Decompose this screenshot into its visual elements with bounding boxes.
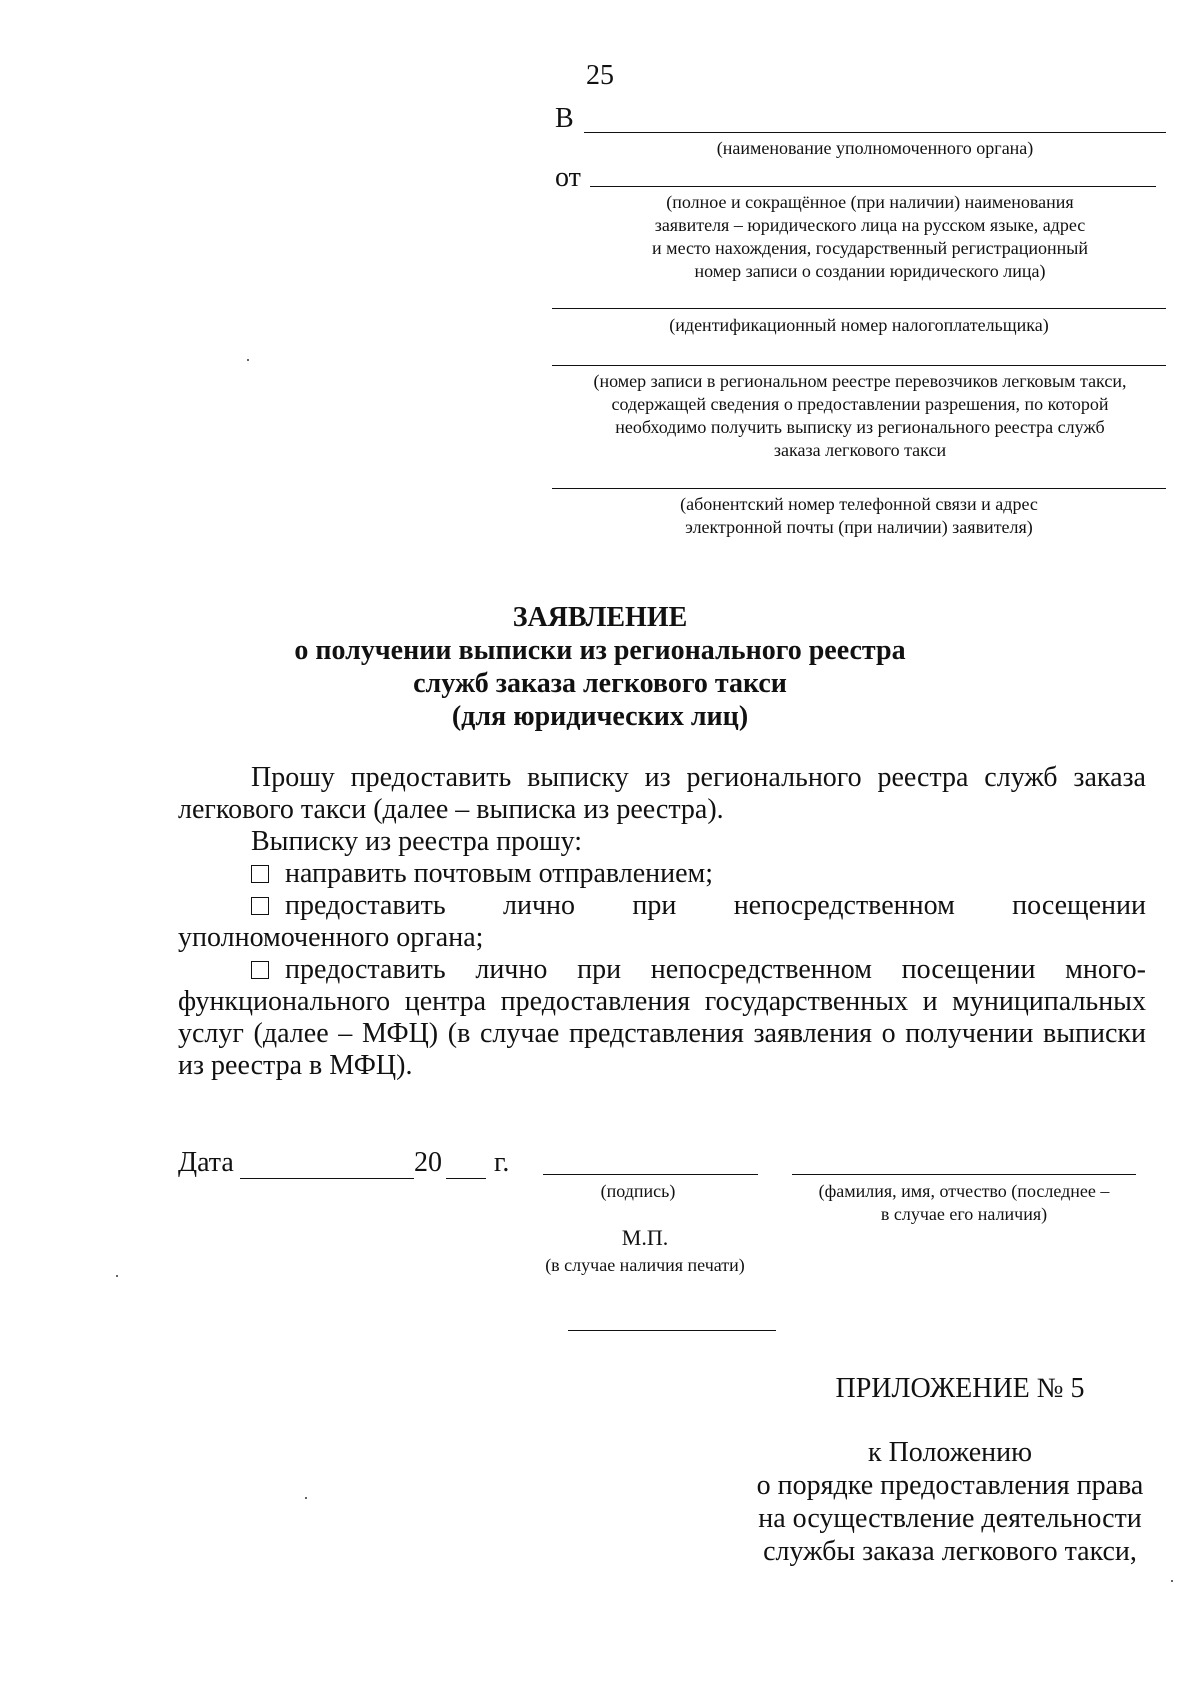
appendix-line: о порядке предоставления права — [756, 1470, 1144, 1501]
scan-speck — [1171, 1580, 1173, 1582]
contact-caption-line: электронной почты (при наличии) заявителя) — [685, 517, 1033, 537]
scan-speck — [305, 1497, 307, 1499]
appendix-line: службы заказа легкового такси, — [763, 1536, 1137, 1567]
from-caption — [560, 191, 1180, 283]
from-caption-line: (полное и сокращённое (при наличии) наименования — [666, 192, 1074, 212]
appendix-line: к Положению — [867, 1437, 1033, 1468]
option-label: предоставить лично при непосредственном посещении много- — [285, 954, 1146, 985]
title-line: служб заказа легкового такси — [413, 668, 787, 699]
contact-field-line[interactable] — [552, 488, 1166, 489]
document-title — [0, 601, 1200, 733]
stamp-caption: (в случае наличия печати) — [545, 1255, 745, 1275]
checkbox[interactable] — [251, 897, 269, 915]
delivery-option-mfc[interactable] — [178, 954, 1146, 986]
option-label: направить почтовым отправлением; — [285, 858, 714, 889]
from-field-line[interactable] — [590, 186, 1156, 187]
scan-speck — [247, 359, 249, 361]
appendix-reference — [740, 1436, 1160, 1568]
body-line: Выписку из реестра прошу: — [251, 826, 583, 857]
date-label: Дата — [178, 1147, 234, 1178]
from-caption-line: и место нахождения, государственный регистрационный — [652, 238, 1088, 258]
to-prefix: В — [555, 103, 574, 134]
checkbox[interactable] — [251, 865, 269, 883]
stamp-label: М.П. — [621, 1225, 669, 1250]
separator-rule — [568, 1330, 776, 1331]
appendix-heading: ПРИЛОЖЕНИЕ № 5 — [835, 1373, 1085, 1404]
signature-field-line[interactable] — [543, 1174, 758, 1175]
name-field-line[interactable] — [792, 1174, 1136, 1175]
title-line: о получении выписки из регионального реестра — [294, 635, 906, 666]
appendix-line: на осуществление деятельности — [758, 1503, 1142, 1534]
title-line: ЗАЯВЛЕНИЕ — [512, 602, 688, 633]
date-field-line[interactable] — [240, 1178, 414, 1179]
from-caption-line: номер записи о создании юридического лица) — [694, 261, 1046, 281]
name-caption-line: в случае его наличия) — [880, 1204, 1048, 1224]
option-label: предоставить лично при непосредственном посещении — [285, 890, 1146, 921]
registry-field-line[interactable] — [552, 365, 1166, 366]
title-line: (для юридических лиц) — [451, 701, 749, 732]
registry-caption-line: (номер записи в региональном реестре перевозчиков легковым такси, — [593, 371, 1127, 391]
body-line: Прошу предоставить выписку из регионального реестра служб заказа — [251, 762, 1146, 793]
checkbox[interactable] — [251, 961, 269, 979]
from-caption-line: заявителя – юридического лица на русском языке, адрес — [654, 215, 1086, 235]
registry-caption-line: заказа легкового такси — [773, 440, 947, 460]
registry-caption-line: содержащей сведения о предоставлении разрешения, по которой — [611, 394, 1109, 414]
contact-caption — [552, 493, 1166, 539]
name-caption-line: (фамилия, имя, отчество (последнее – — [818, 1181, 1110, 1201]
name-caption — [792, 1180, 1136, 1226]
from-prefix: от — [555, 162, 581, 193]
to-field-line[interactable] — [584, 132, 1166, 133]
scan-speck — [116, 1275, 118, 1277]
page-number: 25 — [586, 60, 614, 91]
year-prefix: 20 — [414, 1147, 442, 1178]
body-line: из реестра в МФЦ). — [178, 1050, 413, 1081]
year-field-line[interactable] — [446, 1178, 486, 1179]
year-suffix: г. — [494, 1147, 510, 1178]
body-line: уполномоченного органа; — [178, 922, 484, 953]
inn-caption: (идентификационный номер налогоплательщика) — [669, 315, 1049, 335]
inn-field-line[interactable] — [552, 308, 1166, 309]
registry-caption-line: необходимо получить выписку из регионального реестра служб — [615, 417, 1105, 437]
registry-caption — [540, 370, 1180, 462]
contact-caption-line: (абонентский номер телефонной связи и адрес — [680, 494, 1038, 514]
signature-caption: (подпись) — [600, 1181, 676, 1201]
body-line: функционального центра предоставления государственных и муниципальных — [178, 986, 1146, 1017]
to-caption: (наименование уполномоченного органа) — [716, 138, 1034, 158]
delivery-option-authority[interactable] — [178, 890, 1146, 922]
delivery-option-mail[interactable] — [178, 858, 1146, 890]
body-line: легкового такси (далее – выписка из реестра). — [178, 794, 724, 825]
body-line: услуг (далее – МФЦ) (в случае представления заявления о получении выписки — [178, 1018, 1146, 1049]
request-paragraph — [178, 762, 1146, 1082]
